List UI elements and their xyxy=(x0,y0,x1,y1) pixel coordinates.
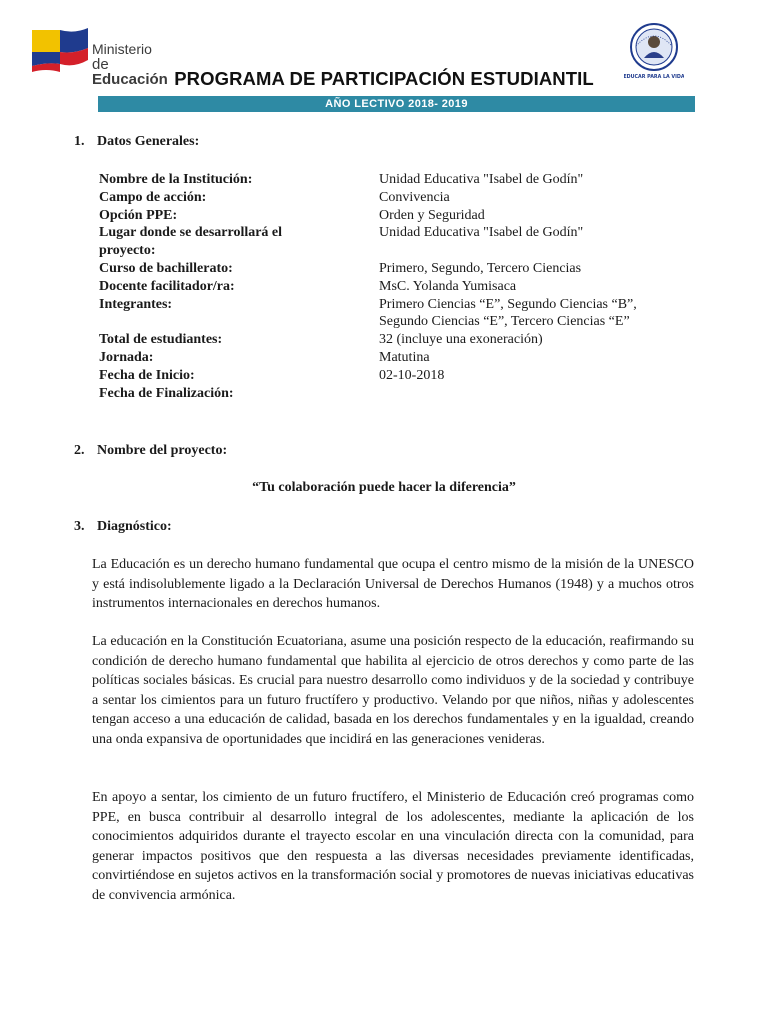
section-title: Datos Generales: xyxy=(97,134,200,149)
section-title: Diagnóstico: xyxy=(97,519,172,534)
data-row xyxy=(99,296,699,332)
data-row xyxy=(99,349,699,367)
seal-caption: "EDUCAR PARA LA VIDA" xyxy=(624,75,684,80)
data-label: Nombre de la Institución: xyxy=(99,172,253,187)
data-row xyxy=(99,224,699,260)
data-label: Campo de acción: xyxy=(99,189,207,205)
data-label: Total de estudiantes: xyxy=(99,332,223,348)
data-value: Convivencia xyxy=(379,189,450,205)
ministry-line1: Ministerio xyxy=(92,41,152,57)
section-number: 2. xyxy=(74,443,85,458)
data-row xyxy=(99,260,699,278)
data-row xyxy=(99,331,699,349)
data-label: Curso de bachillerato: xyxy=(99,260,233,276)
data-label: Fecha de Inicio: xyxy=(99,367,195,383)
paragraph: La Educación es un derecho humano fundamental que ocupa el centro mismo de la misión de la UNESCO y está indisolublemente ligado a la Declaración Universal de Derechos Humanos (1948) y a muchos otros instrumentos internacionales en derechos humanos. xyxy=(92,557,694,612)
data-row xyxy=(99,171,699,189)
section-title: Nombre del proyecto: xyxy=(97,443,228,458)
data-value: 02-10-2018 xyxy=(379,367,445,383)
data-value: Unidad Educativa "Isabel de Godín" xyxy=(379,172,584,187)
school-year-bar: AÑO LECTIVO 2018- 2019 xyxy=(98,96,695,112)
data-row xyxy=(99,385,699,403)
data-row xyxy=(99,207,699,225)
document-header xyxy=(0,0,768,110)
data-label: Jornada: xyxy=(99,349,154,365)
ecuador-flag-logo-icon xyxy=(30,26,90,74)
data-label: Fecha de Finalización: xyxy=(99,385,234,401)
section-number: 3. xyxy=(74,519,85,534)
data-value: Orden y Seguridad xyxy=(379,207,485,223)
data-value: Matutina xyxy=(379,349,430,365)
data-value: 32 (incluye una exoneración) xyxy=(379,332,543,348)
data-value xyxy=(379,385,679,403)
paragraph: La educación en la Constitución Ecuatoriana, asume una posición respecto de la educación, reafirmando su condición de derecho humano fundamental que habilita al ejercicio de otros derechos y como parte de las políticas sociales básicas. Es crucial para nuestro desarrollo como individuos y de la sociedad y contribuye a sentar los cimientos para un futuro fructífero y productivo. Velando por que niños, niñas y adolescentes tengan acceso a una educación de calidad, basada en los derechos fundamentales y en la igualdad, creando una onda expansiva de oportunidades que incidirá en las generaciones venideras. xyxy=(92,634,694,747)
section-nombre-proyecto xyxy=(74,443,227,459)
ministry-line2-bold: Educación xyxy=(92,71,168,88)
paragraph: En apoyo a sentar, los cimiento de un futuro fructífero, el Ministerio de Educación creó programas como PPE, en busca contribuir al desarrollo integral de los adolescentes, mediante la aplicación de los conocimientos adquiridos durante el trayecto escolar en una vinculación directa con la comunidad, para generar impactos positivos que den respuesta a las diversas necesidades previamente identificadas, convirtiéndose en sujetos activos en la transformación social y promotores de nuevas iniciativas educativas de convivencia armónica. xyxy=(92,790,694,903)
data-value: Primero Ciencias “E”, Segundo Ciencias “B”, Segundo Ciencias “E”, Tercero Ciencias “E” xyxy=(379,296,637,330)
section-number: 1. xyxy=(74,134,85,149)
data-label: Docente facilitador/ra: xyxy=(99,278,235,294)
data-label: Opción PPE: xyxy=(99,207,178,223)
data-label: Lugar donde se desarrollará el proyecto: xyxy=(99,225,283,259)
data-row xyxy=(99,278,699,296)
ministry-line2-prefix: de xyxy=(92,56,109,73)
data-value: Unidad Educativa "Isabel de Godín" xyxy=(379,225,584,241)
ministry-logo xyxy=(30,26,180,88)
general-data-table xyxy=(99,171,699,402)
data-value: MsC. Yolanda Yumisaca xyxy=(379,278,517,294)
data-value: Primero, Segundo, Tercero Ciencias xyxy=(379,260,582,276)
project-name: “Tu colaboración puede hacer la diferencia” xyxy=(252,480,516,495)
data-row xyxy=(99,367,699,385)
data-row xyxy=(99,189,699,207)
data-label: Integrantes: xyxy=(99,296,173,312)
page-title: PROGRAMA DE PARTICIPACIÓN ESTUDIANTIL xyxy=(174,68,594,89)
section-diagnostico xyxy=(74,519,172,535)
section-datos-generales xyxy=(74,134,199,150)
